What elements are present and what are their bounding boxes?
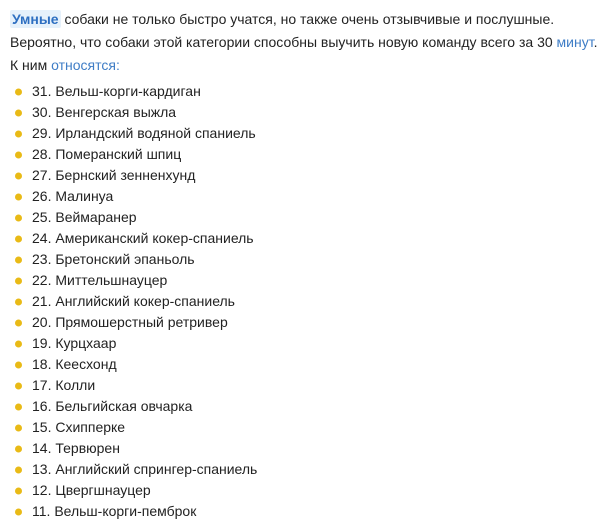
list-item [10, 438, 597, 459]
breed-label: 12. Цвергшнауцер [32, 482, 151, 498]
bullet-icon [15, 445, 22, 452]
breed-label: 22. Миттельшнауцер [32, 272, 168, 288]
list-item [10, 249, 597, 270]
intro-text-b: . К ним [10, 34, 598, 73]
list-item [10, 291, 597, 312]
breed-label: 24. Американский кокер-спаниель [32, 230, 254, 246]
bullet-icon [15, 235, 22, 242]
breed-label: 11. Вельш-корги-пемброк [32, 503, 197, 519]
bullet-icon [15, 382, 22, 389]
list-item [10, 459, 597, 480]
breed-label: 15. Схипперке [32, 419, 126, 435]
bullet-icon [15, 130, 22, 137]
bullet-icon [15, 151, 22, 158]
list-item [10, 186, 597, 207]
bullet-icon [15, 109, 22, 116]
breed-label: 23. Бретонский эпаньоль [32, 251, 195, 267]
breed-label: 14. Тервюрен [32, 440, 120, 456]
breed-label: 19. Курцхаар [32, 335, 117, 351]
list-item [10, 144, 597, 165]
intro-text-a: собаки не только быстро учатся, но также очень отзывчивые и послушные. Вероятно, что собаки этой категории способны выучить новую команду всего за 30 [10, 11, 557, 50]
breed-label: 26. Малинуа [32, 188, 114, 204]
bullet-icon [15, 214, 22, 221]
list-item [10, 375, 597, 396]
bullet-icon [15, 172, 22, 179]
list-item [10, 417, 597, 438]
breed-label: 16. Бельгийская овчарка [32, 398, 193, 414]
breed-list [10, 81, 597, 522]
list-item [10, 102, 597, 123]
bullet-icon [15, 361, 22, 368]
list-item [10, 501, 597, 522]
breed-label: 13. Английский спрингер-спаниель [32, 461, 258, 477]
bullet-icon [15, 256, 22, 263]
bullet-icon [15, 193, 22, 200]
list-item [10, 333, 597, 354]
bullet-icon [15, 487, 22, 494]
list-item [10, 123, 597, 144]
breed-label: 18. Кеесхонд [32, 356, 117, 372]
relate-link[interactable]: относятся: [51, 57, 120, 73]
bullet-icon [15, 298, 22, 305]
list-item [10, 312, 597, 333]
intro-paragraph [10, 8, 602, 77]
breed-label: 20. Прямошерстный ретривер [32, 314, 228, 330]
list-item [10, 396, 597, 417]
bullet-icon [15, 508, 22, 515]
bullet-icon [15, 340, 22, 347]
bullet-icon [15, 277, 22, 284]
list-item [10, 354, 597, 375]
list-item [10, 270, 597, 291]
breed-label: 29. Ирландский водяной спаниель [32, 125, 256, 141]
bullet-icon [15, 88, 22, 95]
breed-label: 28. Померанский шпиц [32, 146, 182, 162]
breed-label: 30. Венгерская выжла [32, 104, 177, 120]
list-item [10, 228, 597, 249]
list-item [10, 81, 597, 102]
highlighted-term-link[interactable]: Умные [12, 11, 59, 27]
breed-label: 25. Веймаранер [32, 209, 137, 225]
list-item [10, 207, 597, 228]
breed-label: 31. Вельш-корги-кардиган [32, 83, 201, 99]
bullet-icon [15, 424, 22, 431]
list-item [10, 165, 597, 186]
breed-label: 17. Колли [32, 377, 96, 393]
bullet-icon [15, 319, 22, 326]
breed-label: 27. Бернский зенненхунд [32, 167, 196, 183]
bullet-icon [15, 466, 22, 473]
minutes-link[interactable]: минут [556, 34, 594, 50]
bullet-icon [15, 403, 22, 410]
breed-label: 21. Английский кокер-спаниель [32, 293, 235, 309]
